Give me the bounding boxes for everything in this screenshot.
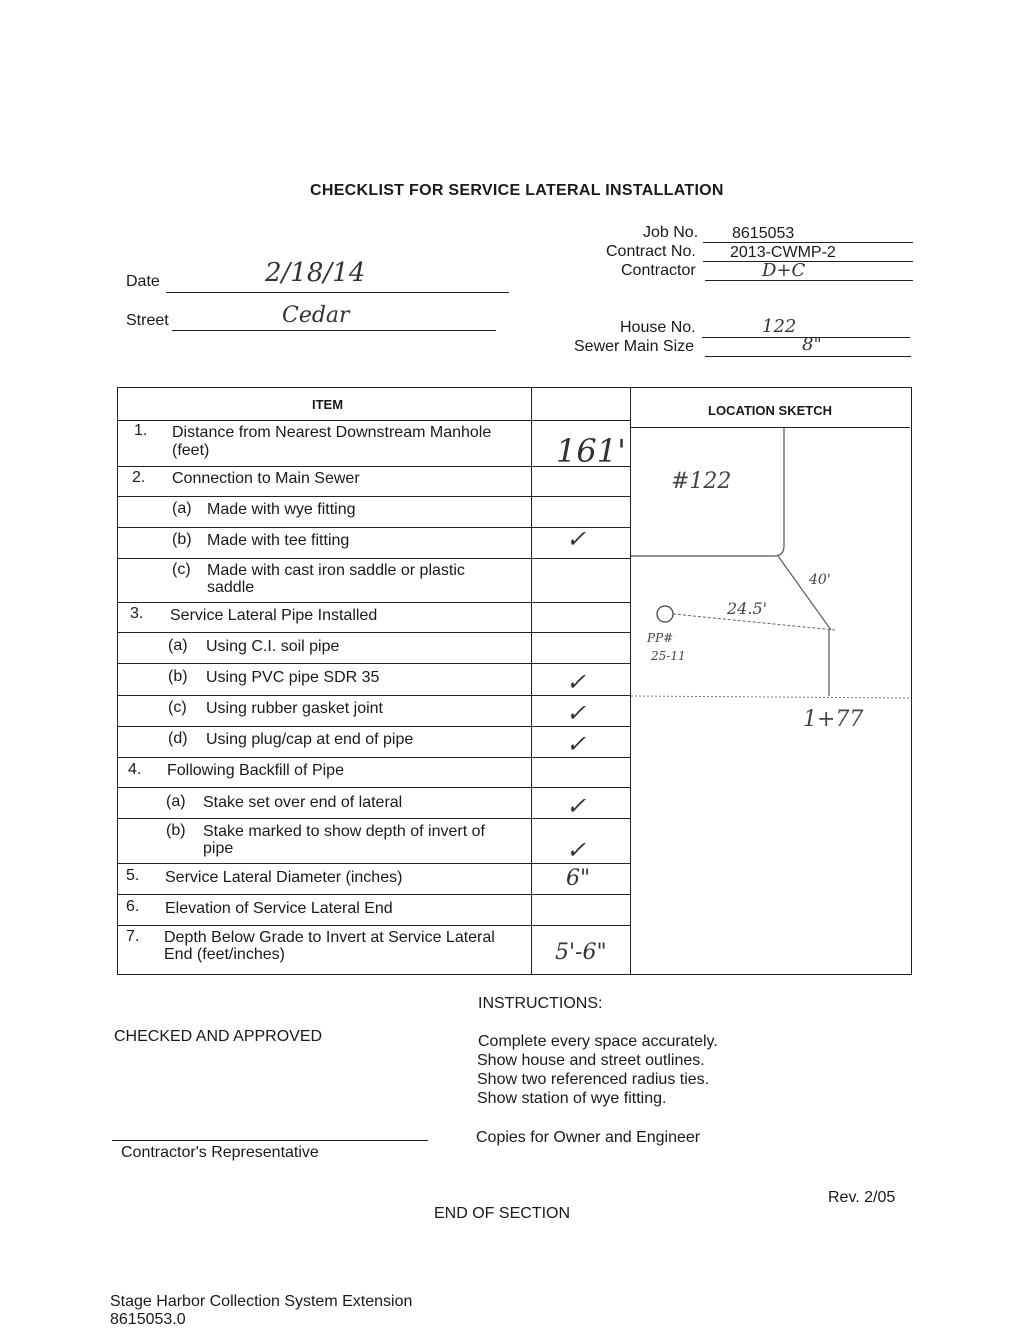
utility-pole-icon	[657, 606, 673, 622]
row-label: Using plug/cap at end of pipe	[206, 731, 414, 748]
sketch-tie-40: 40'	[809, 572, 831, 588]
row-line	[117, 818, 630, 819]
contractor-label: Contractor	[621, 262, 696, 279]
row-line	[117, 496, 630, 497]
sewer-main-label: Sewer Main Size	[574, 338, 695, 355]
street-line	[631, 696, 910, 698]
row-mark: ✓	[566, 699, 587, 727]
sketch-pp-number: 25-11	[651, 649, 686, 663]
row-number: 7.	[126, 928, 140, 945]
row-label: Connection to Main Sewer	[172, 470, 360, 487]
sketch-column-header: LOCATION SKETCH	[708, 403, 832, 418]
street-line	[172, 330, 496, 331]
row-number: (b)	[166, 822, 186, 839]
sketch-house-label: #122	[671, 469, 732, 494]
row-mark: 5'-6"	[555, 940, 607, 965]
instructions-heading: INSTRUCTIONS:	[478, 995, 603, 1012]
row-number: 3.	[130, 605, 144, 622]
row-mark: ✓	[566, 730, 587, 758]
footer-project: Stage Harbor Collection System Extension	[110, 1293, 413, 1310]
instruction-line: Show house and street outlines.	[477, 1052, 705, 1069]
row-number: 5.	[126, 867, 140, 884]
sketch-pp-label: PP#	[647, 631, 674, 645]
contractor-value: D+C	[762, 260, 806, 281]
row-label: Following Backfill of Pipe	[167, 762, 344, 779]
signature-line	[112, 1140, 428, 1141]
job-no-value: 8615053	[732, 225, 795, 242]
instruction-line: Show station of wye fitting.	[477, 1090, 667, 1107]
date-value: 2/18/14	[265, 258, 366, 288]
row-label: Made with cast iron saddle or plastic	[207, 562, 465, 579]
row-label: Made with wye fitting	[207, 501, 356, 518]
revision-label: Rev. 2/05	[828, 1189, 896, 1206]
row-number: (a)	[168, 637, 188, 654]
contract-no-label: Contract No.	[606, 243, 696, 260]
contract-no-value: 2013-CWMP-2	[730, 244, 836, 261]
row-mark: ✓	[566, 836, 587, 864]
sewer-main-line	[705, 356, 911, 357]
row-line	[117, 663, 630, 664]
sewer-main-value: 8"	[802, 334, 822, 355]
row-line	[117, 632, 630, 633]
row-label-cont: End (feet/inches)	[164, 946, 285, 963]
row-line	[117, 726, 630, 727]
footer-code: 8615053.0	[110, 1311, 186, 1328]
contractor-line	[705, 280, 913, 281]
street-value: Cedar	[282, 303, 350, 328]
row-number: (a)	[172, 500, 192, 517]
row-mark: ✓	[566, 668, 587, 696]
row-number: (c)	[172, 561, 191, 578]
date-line	[166, 292, 509, 293]
instruction-line: Show two referenced radius ties.	[477, 1071, 710, 1088]
row-line	[117, 894, 630, 895]
row-label-cont: saddle	[207, 579, 255, 596]
sketch-tie-24: 24.5'	[727, 599, 768, 618]
row-number: 1.	[134, 422, 148, 439]
row-label: Elevation of Service Lateral End	[165, 900, 393, 917]
row-number: (c)	[168, 699, 187, 716]
row-number: 4.	[128, 761, 142, 778]
row-label: Stake set over end of lateral	[203, 794, 403, 811]
page-title: CHECKLIST FOR SERVICE LATERAL INSTALLATION	[310, 182, 724, 199]
row-line	[117, 527, 630, 528]
end-of-section: END OF SECTION	[434, 1205, 571, 1222]
tie-line-40	[778, 556, 831, 630]
row-label: Depth Below Grade to Invert at Service Lateral	[164, 929, 495, 946]
row-mark: ✓	[566, 792, 587, 820]
row-number: (a)	[166, 793, 186, 810]
house-no-label: House No.	[620, 319, 696, 336]
row-label: Service Lateral Pipe Installed	[170, 607, 378, 624]
street-label: Street	[126, 312, 169, 329]
row-mark: ✓	[566, 525, 587, 553]
contractors-rep-label: Contractor's Representative	[121, 1144, 319, 1161]
row-line	[117, 863, 630, 864]
location-sketch	[631, 428, 910, 973]
row-line	[117, 602, 630, 603]
house-no-value: 122	[762, 316, 797, 337]
row-line	[117, 466, 630, 467]
row-label: Stake marked to show depth of invert of	[203, 823, 485, 840]
row-number: (d)	[168, 730, 188, 747]
col-sep-item	[531, 387, 532, 974]
row-label: Made with tee fitting	[207, 532, 350, 549]
job-no-label: Job No.	[643, 224, 699, 241]
row-line	[117, 695, 630, 696]
row-label-cont: (feet)	[172, 442, 210, 459]
row-label: Using PVC pipe SDR 35	[206, 669, 380, 686]
item-column-header: ITEM	[312, 397, 344, 412]
row-mark: 6"	[566, 866, 591, 891]
row-line	[117, 420, 630, 421]
row-line	[117, 925, 630, 926]
row-number: (b)	[172, 531, 192, 548]
row-line	[117, 757, 630, 758]
checked-approved-label: CHECKED AND APPROVED	[114, 1028, 323, 1045]
row-number: 2.	[132, 469, 146, 486]
row-label: Service Lateral Diameter (inches)	[165, 869, 403, 886]
row-label: Using rubber gasket joint	[206, 700, 383, 717]
row-label: Distance from Nearest Downstream Manhole	[172, 424, 492, 441]
row-mark: 161'	[556, 432, 626, 470]
row-number: 6.	[126, 898, 140, 915]
row-label-cont: pipe	[203, 840, 234, 857]
row-label: Using C.I. soil pipe	[206, 638, 340, 655]
row-number: (b)	[168, 668, 188, 685]
instruction-line: Complete every space accurately.	[478, 1033, 718, 1050]
copies-note: Copies for Owner and Engineer	[476, 1129, 701, 1146]
date-label: Date	[126, 273, 160, 290]
row-line	[117, 558, 630, 559]
row-line	[117, 787, 630, 788]
sketch-station: 1+77	[803, 707, 864, 732]
